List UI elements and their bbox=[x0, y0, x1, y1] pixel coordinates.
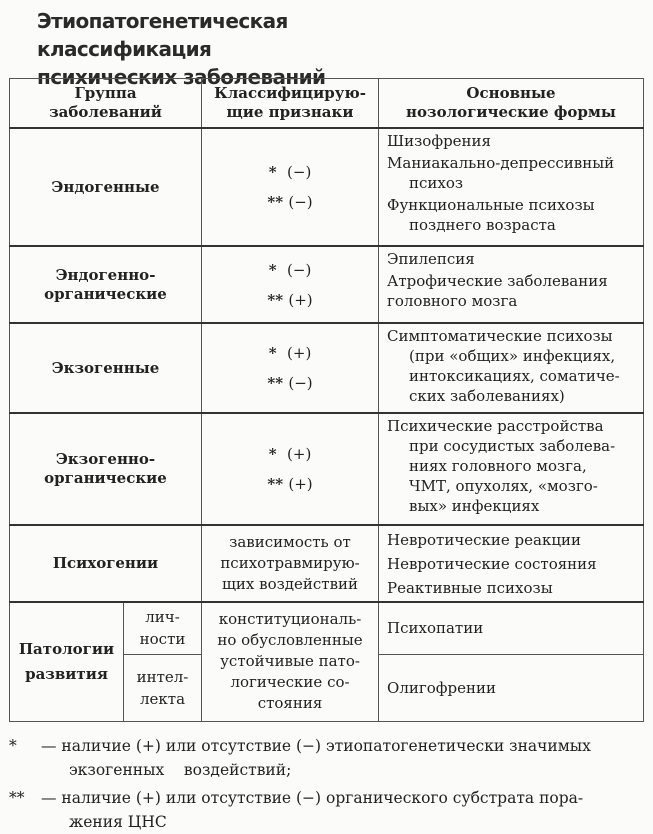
criteria-line: щих воздействий bbox=[221, 575, 359, 593]
sign-value: (−) bbox=[288, 193, 313, 211]
form-line: Функциональные психозы bbox=[387, 196, 595, 214]
row-exogenous bbox=[10, 323, 644, 413]
footnote-line: — наличие (+) или отсутствие (−) этиопатогенетически значимых bbox=[41, 737, 591, 755]
row-psychogenic bbox=[10, 525, 644, 602]
form-item: Олигофрении bbox=[387, 678, 496, 697]
footnote-mark: ** bbox=[9, 789, 25, 807]
group-label: Психогении bbox=[52, 554, 159, 572]
group-cell bbox=[10, 323, 202, 413]
sign-mark: * bbox=[268, 260, 277, 279]
subgroup-intellect bbox=[124, 654, 202, 721]
forms-cell bbox=[379, 525, 644, 602]
header-criteria bbox=[202, 79, 379, 129]
sign-value: (+) bbox=[287, 445, 312, 463]
form-line: Симптоматические психозы bbox=[387, 327, 613, 345]
subgroup-line: лекта bbox=[139, 689, 186, 708]
header-row bbox=[10, 79, 644, 129]
header-criteria-l2: щие признаки bbox=[226, 103, 354, 121]
form-item: Психопатии bbox=[387, 619, 484, 638]
form-item bbox=[387, 153, 637, 193]
form-line: интоксикациях, соматиче- bbox=[409, 367, 620, 385]
criteria-cell bbox=[202, 525, 379, 602]
group-label: Эндогенно- bbox=[55, 265, 156, 284]
sign-value: (+) bbox=[287, 344, 312, 362]
group-cell bbox=[10, 602, 124, 721]
form-line: Маниакально-депрессивный bbox=[387, 154, 615, 172]
criteria-line: логические со- bbox=[230, 673, 350, 692]
forms-cell bbox=[379, 413, 644, 525]
form-line: (при «общих» инфекциях, bbox=[409, 347, 616, 365]
footnote-line: жения ЦНС bbox=[69, 813, 167, 831]
signs-cell bbox=[202, 413, 379, 525]
group-cell bbox=[10, 128, 202, 246]
group-label: Экзогенные bbox=[51, 358, 160, 377]
form-line: головного мозга bbox=[387, 292, 518, 310]
sign-mark: ** bbox=[267, 290, 284, 309]
header-forms-l2: нозологические формы bbox=[406, 103, 616, 121]
header-group-l1: Группа bbox=[74, 84, 137, 102]
group-label: Эндогенные bbox=[51, 177, 160, 196]
header-group bbox=[10, 79, 202, 129]
row-exo-organic bbox=[10, 413, 644, 525]
sign-value: (+) bbox=[288, 475, 313, 493]
forms-cell bbox=[379, 323, 644, 413]
footnote-mark: * bbox=[9, 737, 17, 755]
criteria-cell bbox=[202, 602, 379, 721]
subgroup-line: лич- bbox=[145, 608, 180, 627]
forms-cell bbox=[379, 128, 644, 246]
classification-table bbox=[9, 78, 644, 722]
form-item bbox=[387, 271, 637, 311]
form-item: Невротические реакции bbox=[387, 531, 581, 549]
form-line: ниях головного мозга, bbox=[409, 457, 587, 475]
group-label: органические bbox=[44, 284, 167, 303]
subgroup-line: ности bbox=[139, 630, 186, 649]
sign-value: (−) bbox=[288, 374, 313, 392]
row-development-1 bbox=[10, 602, 644, 654]
signs-cell bbox=[202, 246, 379, 323]
criteria-line: психотравмирую- bbox=[220, 554, 360, 572]
sign-mark: ** bbox=[267, 475, 284, 493]
sign-mark: * bbox=[268, 163, 277, 181]
footnote-2 bbox=[9, 786, 645, 834]
sign-mark: ** bbox=[267, 193, 284, 211]
criteria-line: стояния bbox=[257, 694, 323, 713]
form-line: Атрофические заболевания bbox=[387, 272, 608, 290]
title-line-2: психических заболеваний bbox=[37, 65, 326, 89]
criteria-line: зависимость от bbox=[229, 533, 351, 551]
form-line: психоз bbox=[409, 174, 464, 192]
sign-value: (−) bbox=[287, 260, 312, 279]
form-item: Невротические состояния bbox=[387, 555, 597, 573]
group-label: Экзогенно- bbox=[55, 450, 156, 468]
footnote-line: экзогенных воздействий; bbox=[69, 761, 292, 779]
sign-value: (−) bbox=[287, 163, 312, 181]
row-endogenous bbox=[10, 128, 644, 246]
footnote-1 bbox=[9, 734, 645, 782]
group-label: развития bbox=[25, 664, 108, 683]
criteria-line: конституциональ- bbox=[218, 610, 362, 629]
sign-mark: ** bbox=[267, 374, 284, 392]
forms-cell bbox=[379, 654, 644, 721]
sign-mark: * bbox=[268, 344, 277, 362]
row-endo-organic bbox=[10, 246, 644, 323]
form-line: позднего возраста bbox=[409, 216, 556, 234]
form-item: Шизофрения bbox=[387, 132, 492, 150]
form-line: ЧМТ, опухолях, «мозго- bbox=[409, 477, 598, 495]
forms-cell bbox=[379, 246, 644, 323]
signs-cell bbox=[202, 128, 379, 246]
form-item bbox=[387, 195, 637, 235]
form-item: Реактивные психозы bbox=[387, 579, 553, 597]
sign-value: (+) bbox=[288, 290, 313, 309]
form-line: Психические расстройства bbox=[387, 417, 604, 435]
form-line: вых» инфекциях bbox=[409, 497, 540, 515]
group-cell bbox=[10, 413, 202, 525]
footnote-line: — наличие (+) или отсутствие (−) органического субстрата пора- bbox=[41, 789, 584, 807]
sign-mark: * bbox=[268, 445, 277, 463]
group-label: Патологии bbox=[18, 639, 115, 658]
forms-cell bbox=[379, 602, 644, 654]
header-forms-l1: Основные bbox=[466, 84, 556, 102]
group-cell bbox=[10, 525, 202, 602]
criteria-line: устойчивые пато- bbox=[220, 652, 360, 671]
subgroup-personality bbox=[124, 602, 202, 654]
header-group-l2: заболеваний bbox=[49, 103, 162, 121]
subgroup-line: интел- bbox=[136, 667, 189, 686]
form-line: ских заболеваниях) bbox=[409, 387, 565, 405]
group-cell bbox=[10, 246, 202, 323]
signs-cell bbox=[202, 323, 379, 413]
title-line-1: Этиопатогенетическая классификация bbox=[37, 9, 288, 61]
header-criteria-l1: Классифицирую- bbox=[214, 84, 366, 102]
form-item: Эпилепсия bbox=[387, 250, 475, 268]
criteria-line: но обусловленные bbox=[217, 631, 363, 650]
header-forms bbox=[379, 79, 644, 129]
form-line: при сосудистых заболева- bbox=[409, 437, 616, 455]
footnotes bbox=[9, 734, 645, 834]
group-label: органические bbox=[44, 469, 167, 487]
